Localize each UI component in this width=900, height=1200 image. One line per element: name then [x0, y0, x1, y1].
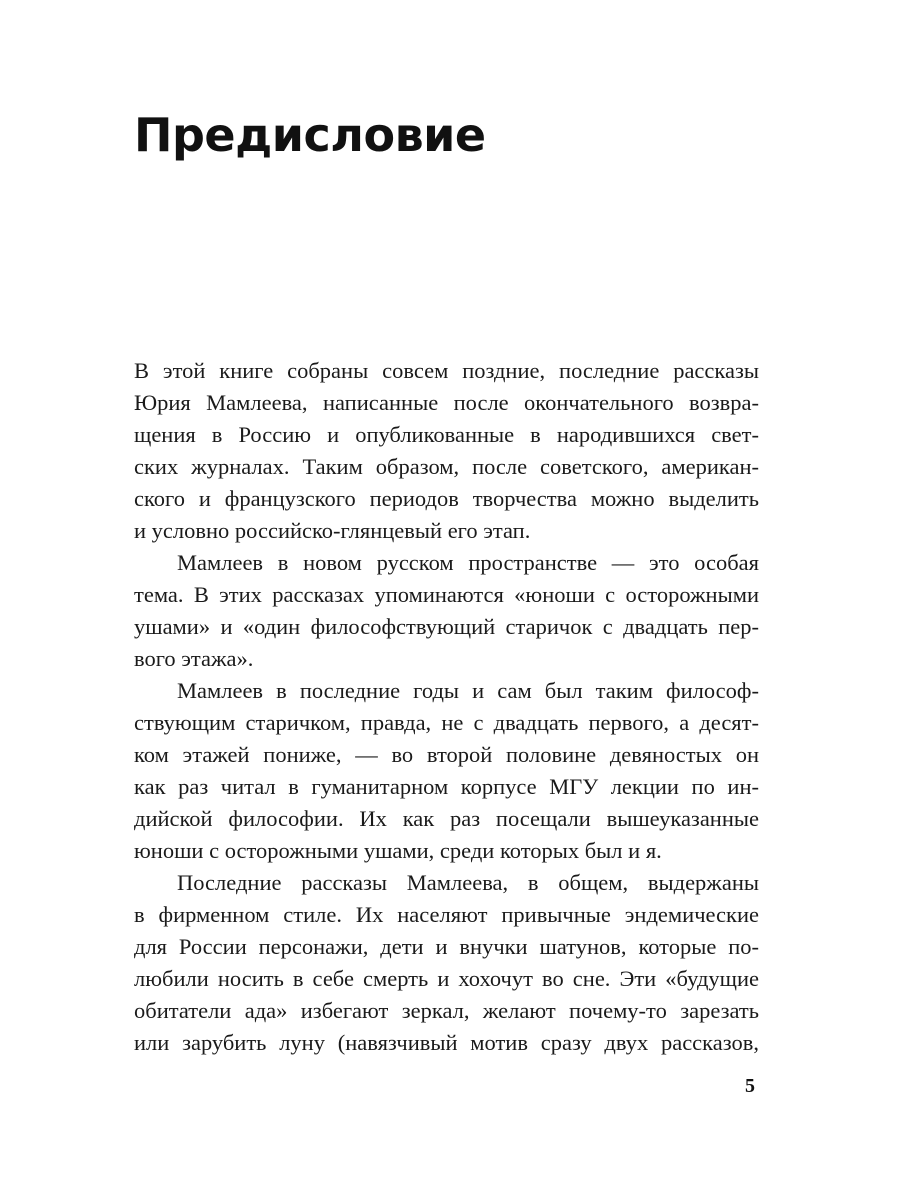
page-number: 5: [745, 1075, 755, 1097]
text-line: дийской философии. Их как раз посещали вышеуказанные: [134, 806, 759, 831]
text-line: для России персонажи, дети и внучки шатунов, которые по-: [134, 934, 759, 959]
text-line: в фирменном стиле. Их населяют привычные эндемические: [134, 902, 759, 927]
text-line: вого этажа».: [134, 646, 254, 671]
text-line: тема. В этих рассказах упоминаются «юноши с осторожными: [134, 582, 759, 607]
page-title: Предисловие: [134, 108, 486, 162]
text-line: ского и французского периодов творчества можно выделить: [134, 486, 759, 511]
text-line: обитатели ада» избегают зеркал, желают почему-то зарезать: [134, 998, 759, 1023]
text-line: любили носить в себе смерть и хохочут во сне. Эти «будущие: [134, 966, 759, 991]
text-line: ских журналах. Таким образом, после советского, американ-: [134, 454, 759, 479]
text-line: Мамлеев в новом русском пространстве — это особая: [177, 550, 759, 575]
text-line: ком этажей пониже, — во второй половине девяностых он: [134, 742, 759, 767]
text-line: юноши с осторожными ушами, среди которых был и я.: [134, 838, 662, 863]
text-line: Мамлеев в последние годы и сам был таким философ-: [177, 678, 759, 703]
body-text: [134, 355, 759, 1059]
text-line: и условно российско-глянцевый его этап.: [134, 518, 531, 543]
text-line: как раз читал в гуманитарном корпусе МГУ лекции по ин-: [134, 774, 759, 799]
text-line: В этой книге собраны совсем поздние, последние рассказы: [134, 358, 759, 383]
text-line: ушами» и «один философствующий старичок с двадцать пер-: [134, 614, 759, 639]
text-line: или зарубить луну (навязчивый мотив сразу двух рассказов,: [134, 1030, 759, 1055]
text-line: Последние рассказы Мамлеева, в общем, выдержаны: [177, 870, 759, 895]
text-line: ствующим старичком, правда, не с двадцать первого, а десят-: [134, 710, 759, 735]
text-line: щения в Россию и опубликованные в народившихся свет-: [134, 422, 759, 447]
text-line: Юрия Мамлеева, написанные после окончательного возвра-: [134, 390, 759, 415]
